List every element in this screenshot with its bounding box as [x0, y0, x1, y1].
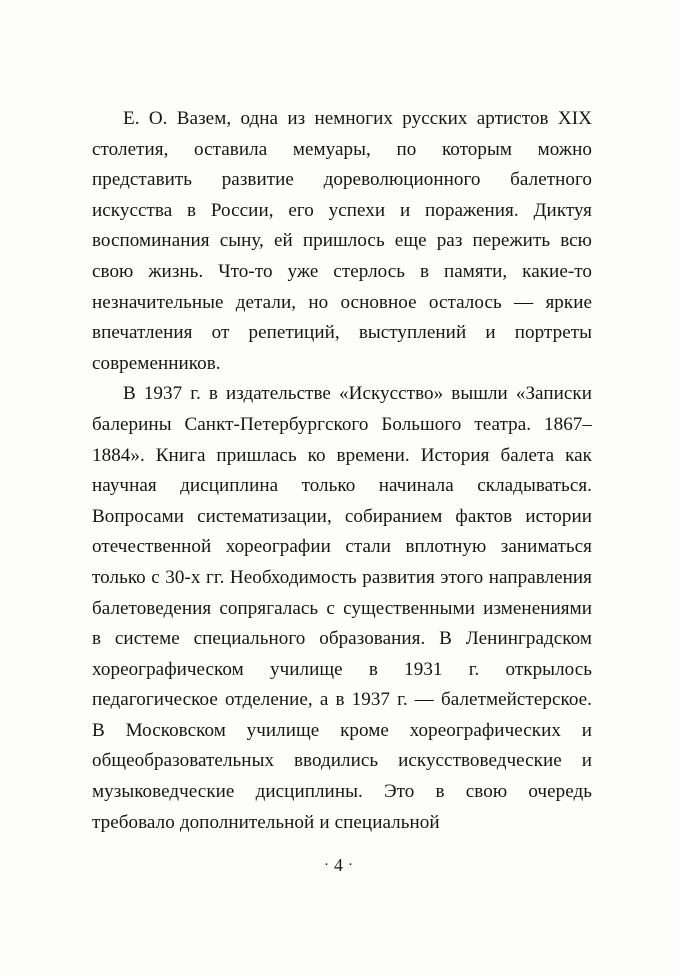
page-folio — [0, 855, 680, 876]
folio-left-ornament: · — [324, 857, 332, 873]
paragraph-2: В 1937 г. в издательстве «Искусство» вышли «Записки балерины Санкт-Петербургского Большого театра. 1867–1884». Книга пришлась ко времени. История балета как научная дисциплина только начинала складываться. Вопросами систематизации, собиранием фактов истории отечественной хореографии стали вплотную заниматься только с 30-х гг. Необходимость развития этого направления балетоведения сопрягалась с существенными изменениями в системе специального образования. В Ленинградском хореографическом училище в 1931 г. открылось педагогическое отделение, а в 1937 г. — балетмейстерское. В Московском училище кроме хореографических и общеобразовательных вводились искусствоведческие и музыковедческие дисциплины. Это в свою очередь требовало дополнительной и специальной — [92, 383, 592, 833]
paragraph-1: Е. О. Вазем, одна из немногих русских артистов XIX столетия, оставила мемуары, по которым можно представить развитие дореволюционного балетного искусства в России, его успехи и поражения. Диктуя воспоминания сыну, ей пришлось еще раз пережить всю свою жизнь. Что-то уже стерлось в памяти, какие-то незначительные детали, но основное осталось — яркие впечатления от репетиций, выступлений и портреты современников. — [92, 108, 592, 374]
page-number: 4 — [334, 855, 346, 875]
page-text-body — [92, 104, 592, 838]
folio-right-ornament: · — [348, 857, 356, 873]
